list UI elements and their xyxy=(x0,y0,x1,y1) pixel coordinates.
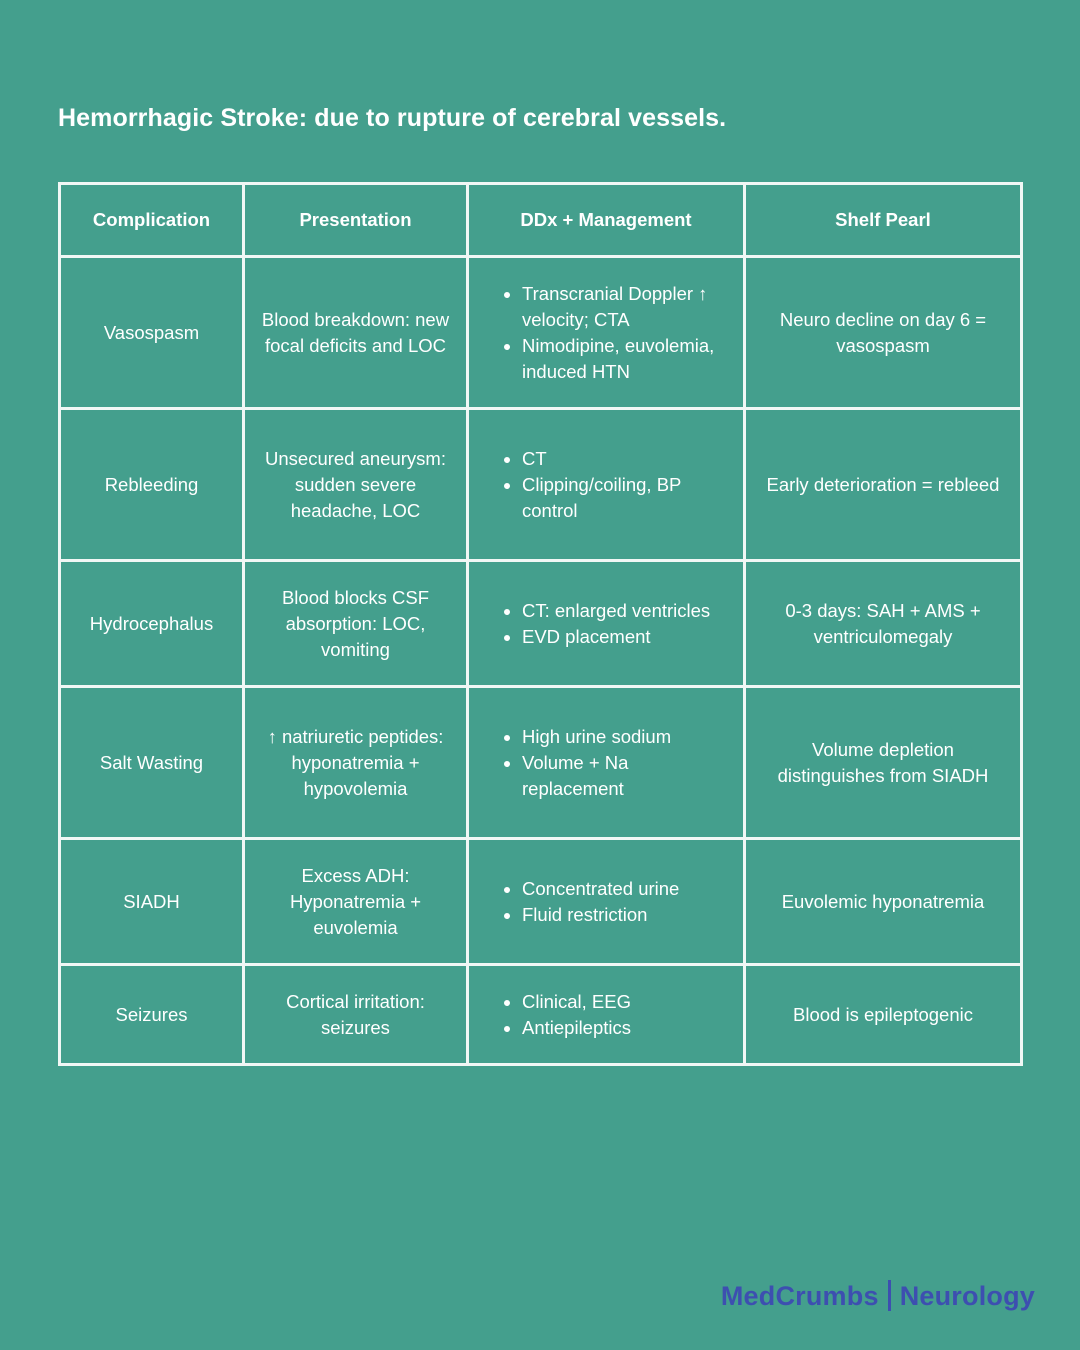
brand-footer xyxy=(721,1280,1035,1312)
list-item: • Clipping/coiling, BP control xyxy=(522,472,729,524)
list-item: • Fluid restriction xyxy=(522,902,729,928)
list-item: • Nimodipine, euvolemia, induced HTN xyxy=(522,333,729,385)
presentation-cell: Excess ADH: Hyponatremia + euvolemia xyxy=(244,839,468,965)
table-row xyxy=(60,561,1022,687)
complication-cell: SIADH xyxy=(60,839,244,965)
table-row xyxy=(60,257,1022,409)
pearl-cell: 0-3 days: SAH + AMS + ventriculomegaly xyxy=(745,561,1022,687)
presentation-cell: Blood breakdown: new focal deficits and LOC xyxy=(244,257,468,409)
table-row xyxy=(60,839,1022,965)
complication-cell: Salt Wasting xyxy=(60,687,244,839)
brand-name: MedCrumbs xyxy=(720,1281,879,1311)
list-item: • EVD placement xyxy=(522,624,729,650)
pearl-cell: Volume depletion distinguishes from SIADH xyxy=(745,687,1022,839)
list-item: • High urine sodium xyxy=(522,724,729,750)
presentation-cell: Blood blocks CSF absorption: LOC, vomiting xyxy=(244,561,468,687)
management-cell xyxy=(468,561,745,687)
management-list xyxy=(497,446,729,524)
brand-section: Neurology xyxy=(899,1281,1035,1311)
management-list xyxy=(497,281,729,385)
management-list xyxy=(497,598,729,650)
list-item: • Volume + Na replacement xyxy=(522,750,729,802)
pearl-cell: Early deterioration = rebleed xyxy=(745,409,1022,561)
management-list xyxy=(497,876,729,928)
management-cell xyxy=(468,257,745,409)
list-item: • CT xyxy=(522,446,729,472)
header-ddx-management: DDx + Management xyxy=(468,184,745,257)
brand-divider xyxy=(888,1280,891,1311)
complication-cell: Rebleeding xyxy=(60,409,244,561)
header-presentation: Presentation xyxy=(244,184,468,257)
header-shelf-pearl: Shelf Pearl xyxy=(745,184,1022,257)
complication-cell: Vasospasm xyxy=(60,257,244,409)
table-row xyxy=(60,409,1022,561)
pearl-cell: Euvolemic hyponatremia xyxy=(745,839,1022,965)
management-cell xyxy=(468,409,745,561)
complications-table xyxy=(58,182,1023,1066)
complication-cell: Hydrocephalus xyxy=(60,561,244,687)
presentation-cell: ↑ natriuretic peptides: hyponatremia + hypovolemia xyxy=(244,687,468,839)
table-row xyxy=(60,965,1022,1065)
management-cell xyxy=(468,839,745,965)
list-item: • Antiepileptics xyxy=(522,1015,729,1041)
header-row xyxy=(60,184,1022,257)
table-row xyxy=(60,687,1022,839)
list-item: • Concentrated urine xyxy=(522,876,729,902)
page-title: Hemorrhagic Stroke: due to rupture of cerebral vessels. xyxy=(58,104,727,132)
management-cell xyxy=(468,687,745,839)
management-list xyxy=(497,724,729,802)
list-item: • CT: enlarged ventricles xyxy=(522,598,729,624)
management-list xyxy=(497,989,729,1041)
header-complication: Complication xyxy=(60,184,244,257)
presentation-cell: Cortical irritation: seizures xyxy=(244,965,468,1065)
management-cell xyxy=(468,965,745,1065)
pearl-cell: Neuro decline on day 6 = vasospasm xyxy=(745,257,1022,409)
complication-cell: Seizures xyxy=(60,965,244,1065)
list-item: • Clinical, EEG xyxy=(522,989,729,1015)
presentation-cell: Unsecured aneurysm: sudden severe headache, LOC xyxy=(244,409,468,561)
list-item: • Transcranial Doppler ↑ velocity; CTA xyxy=(522,281,729,333)
pearl-cell: Blood is epileptogenic xyxy=(745,965,1022,1065)
